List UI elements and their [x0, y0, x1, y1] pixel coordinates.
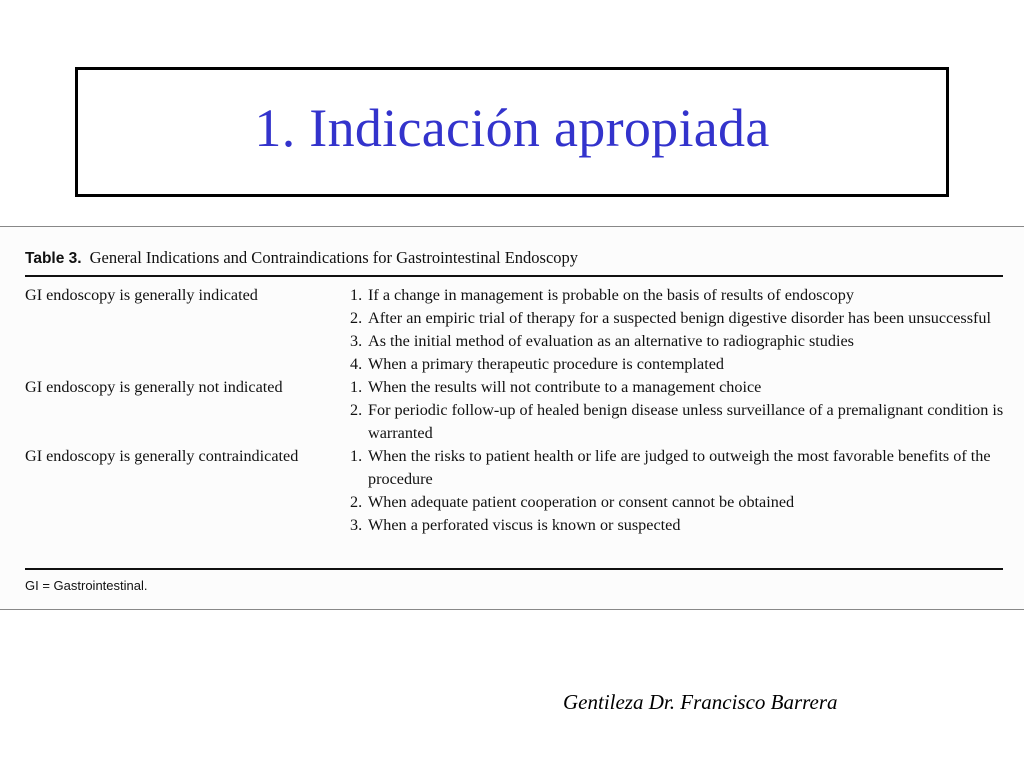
table-caption-text: General Indications and Contraindications for Gastrointestinal Endoscopy [89, 248, 579, 267]
item-number: 3. [350, 516, 363, 534]
list-item [350, 284, 1005, 307]
row-label: GI endoscopy is generally not indicated [25, 378, 283, 396]
item-number: 4. [350, 355, 363, 373]
row-items [350, 445, 1005, 537]
table-row [25, 445, 1005, 537]
row-items [350, 376, 1005, 445]
list-item [350, 376, 1005, 399]
item-text: After an empiric trial of therapy for a suspected benign digestive disorder has been unsuccessful [368, 309, 992, 327]
item-number: 1. [350, 447, 363, 465]
list-item [350, 353, 1005, 376]
row-items [350, 284, 1005, 376]
table-image-panel [0, 226, 1024, 610]
item-text: When a perforated viscus is known or suspected [368, 516, 681, 534]
item-number: 2. [350, 309, 363, 327]
item-text: When adequate patient cooperation or consent cannot be obtained [368, 493, 795, 511]
list-item [350, 491, 1005, 514]
item-number: 2. [350, 493, 363, 511]
slide-title-box [75, 67, 949, 197]
row-label: GI endoscopy is generally contraindicated [25, 447, 299, 465]
item-text: When a primary therapeutic procedure is contemplated [368, 355, 724, 373]
list-item [350, 307, 1005, 330]
table-top-rule [25, 275, 1003, 277]
item-number: 2. [350, 401, 363, 419]
table-body [25, 284, 1005, 537]
table-footnote: GI = Gastrointestinal. [25, 578, 148, 593]
item-text: For periodic follow-up of healed benign disease unless surveillance of a premalignant condition is warranted [368, 401, 1004, 442]
slide-title: 1. Indicación apropiada [254, 98, 770, 158]
table-caption [25, 248, 578, 268]
item-text: When the results will not contribute to a management choice [368, 378, 762, 396]
item-text: If a change in management is probable on the basis of results of endoscopy [368, 286, 854, 304]
item-number: 1. [350, 286, 363, 304]
list-item [350, 399, 1005, 445]
table-row [25, 376, 1005, 445]
table-bottom-rule [25, 568, 1003, 570]
table-row [25, 284, 1005, 376]
table-caption-label: Table 3. [25, 250, 82, 267]
row-label: GI endoscopy is generally indicated [25, 286, 258, 304]
slide-credit: Gentileza Dr. Francisco Barrera [563, 690, 838, 714]
list-item [350, 514, 1005, 537]
item-text: As the initial method of evaluation as an alternative to radiographic studies [368, 332, 854, 350]
item-text: When the risks to patient health or life are judged to outweigh the most favorable benefits of the procedure [368, 447, 991, 488]
item-number: 3. [350, 332, 363, 350]
item-number: 1. [350, 378, 363, 396]
list-item [350, 330, 1005, 353]
list-item [350, 445, 1005, 491]
